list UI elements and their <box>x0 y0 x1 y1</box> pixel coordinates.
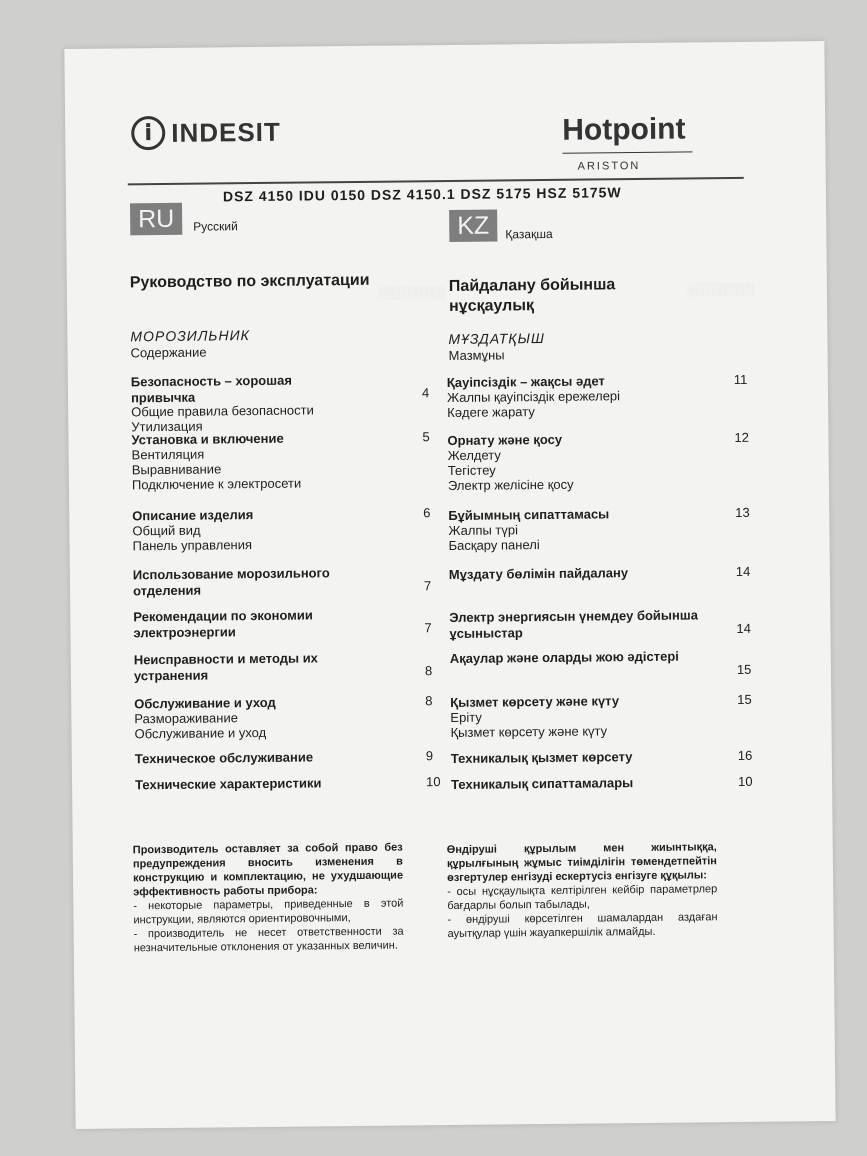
kz-toc-entry-title: Қауіпсіздік – жақсы әдет <box>446 373 605 391</box>
ru-toc-page-number: 8 <box>424 663 433 679</box>
kz-toc-subentry: Қызмет көрсету және күту <box>450 723 608 741</box>
hotpoint-logo: Hotpoint <box>562 112 686 147</box>
logo-divider <box>562 151 692 153</box>
ru-toc-page-number: 7 <box>423 578 432 594</box>
ru-manual-title: Руководство по эксплуатации <box>129 271 370 292</box>
ru-language-badge: RU <box>130 203 182 236</box>
kz-toc-page-number: 11 <box>733 371 748 388</box>
ru-manufacturer-note <box>133 841 404 956</box>
ru-toc-subentry: Обслуживание и уход <box>134 724 267 742</box>
kz-toc-entry-title: Бұйымның сипаттамасы <box>448 506 610 524</box>
kz-language-badge: KZ <box>449 209 497 242</box>
ru-note-item: - некоторые параметры, приведенные в этой инструкции, являются ориентировочными, <box>133 897 404 927</box>
kz-contents-label: Мазмұны <box>448 347 505 364</box>
ru-toc-entry-title: Описание изделия <box>132 507 254 524</box>
indesit-wordmark: INDESIT <box>171 116 281 148</box>
ru-toc-page-number: 7 <box>424 620 432 636</box>
ru-toc-entry-title: Техническое обслуживание <box>134 749 314 767</box>
ru-toc-page-number: 9 <box>425 748 434 764</box>
ru-toc-entry-title: Технические характеристики <box>134 775 322 793</box>
indesit-emblem-icon <box>131 116 165 150</box>
kz-note-item: - осы нұсқаулықта келтірілген кейбір параметрлер бағдарлы болып табылады, <box>447 883 718 913</box>
ru-toc-page-number: 8 <box>425 693 433 709</box>
kz-toc-page-number: 15 <box>737 691 752 707</box>
ru-toc-subentry: Панель управления <box>132 537 253 554</box>
kz-toc-entry-title: Орнату және қосу <box>447 431 563 449</box>
ru-toc-entry-title: Использование морозильного отделения <box>132 565 330 599</box>
ru-toc-subentry: Утилизация <box>131 418 203 435</box>
kz-manufacturer-note <box>447 840 718 941</box>
kz-toc-subentry: Еріту <box>450 709 482 726</box>
bleed-through-text: ░░░░░░░░ <box>686 281 756 297</box>
ru-toc-subentry: Общие правила безопасности <box>131 402 314 420</box>
kz-toc-entry-title: Техникалық қызмет көрсету <box>450 749 633 767</box>
bleed-through-text: ░░░░░░░░ <box>376 285 446 300</box>
kz-toc-subentry: Тегістеу <box>447 462 496 479</box>
ru-toc-entry-title: Обслуживание и уход <box>134 694 276 712</box>
ru-toc-entry-title: Безопасность – хорошая привычка <box>130 372 292 406</box>
kz-note-item: - өндіруші көрсетілген шамалардан аздаған ауытқулар үшін жауапкершілік алмайды. <box>447 911 718 941</box>
kz-toc-entry-title: Техникалық сипаттамалары <box>451 775 634 792</box>
kz-toc-subentry: Басқару панелі <box>448 537 540 554</box>
ru-toc-page-number: 10 <box>425 774 441 790</box>
kz-toc-subentry: Электр желісіне қосу <box>447 476 574 494</box>
kz-language-name: Қазақша <box>505 226 553 242</box>
ru-toc-subentry: Подключение к электросети <box>131 475 302 493</box>
kz-manual-title: Пайдалану бойынша нұсқаулық <box>448 276 616 315</box>
ru-toc-entry-title: Рекомендации по экономии электроэнергии <box>133 607 313 641</box>
ru-note-item: - производитель не несет ответственности за незначительные отклонения от указанных величин. <box>133 925 404 955</box>
indesit-logo <box>131 115 281 151</box>
ru-toc-page-number: 5 <box>422 429 430 445</box>
kz-toc-page-number: 16 <box>737 747 753 763</box>
model-list: DSZ 4150 IDU 0150 DSZ 4150.1 DSZ 5175 HSZ 5175W <box>222 184 622 205</box>
ru-toc-entry-title: Установка и включение <box>131 430 284 448</box>
kz-toc-entry-title: Электр энергиясын үнемдеу бойынша ұсыныстар <box>449 607 698 642</box>
kz-toc-page-number: 10 <box>737 773 753 789</box>
manual-page <box>64 41 835 1129</box>
kz-toc-page-number: 15 <box>736 661 752 677</box>
kz-toc-subentry: Жалпы түрі <box>448 522 519 539</box>
ru-toc-subentry: Общий вид <box>132 522 201 539</box>
ru-toc-entry-title: Неисправности и методы их устранения <box>133 650 318 684</box>
kz-toc-subentry: Жалпы қауіпсіздік ережелері <box>446 388 621 406</box>
kz-toc-subentry: Кәдеге жарату <box>447 404 535 421</box>
header-rule <box>128 177 744 185</box>
kz-toc-page-number: 14 <box>735 563 751 580</box>
kz-note-heading: Өндіруші құрылым мен жиынтыққа, құрылғының жұмыс тиімділігін төмендетпейтін өзгертулер енгізуді ескертусіз енгізуге құқылы: <box>446 841 717 885</box>
kz-toc-entry-title: Қызмет көрсету және күту <box>450 693 620 711</box>
ru-language-name: Русский <box>193 219 238 234</box>
ru-toc-subentry: Вентиляция <box>131 446 205 463</box>
ru-contents-label: Содержание <box>130 344 207 361</box>
ru-section-title: МОРОЗИЛЬНИК <box>130 327 250 345</box>
ru-note-heading: Производитель оставляет за собой право без предупреждения вносить изменения в конструкцию и комплектацию, не ухудшающие эффективность работы прибора: <box>132 841 404 899</box>
kz-toc-page-number: 13 <box>735 504 750 521</box>
kz-toc-page-number: 12 <box>734 429 750 446</box>
ru-toc-page-number: 4 <box>421 385 430 401</box>
ru-toc-subentry: Выравнивание <box>131 461 222 478</box>
ru-toc-subentry: Размораживание <box>134 710 238 727</box>
ariston-logo: ARISTON <box>577 159 641 173</box>
ru-toc-page-number: 6 <box>423 505 431 521</box>
kz-section-title: МҰЗДАТҚЫШ <box>448 329 545 348</box>
kz-toc-entry-title: Ақаулар және оларды жою әдістері <box>449 648 679 667</box>
kz-toc-page-number: 14 <box>736 620 752 637</box>
kz-toc-entry-title: Мұздату бөлімін пайдалану <box>448 565 629 583</box>
kz-toc-subentry: Желдету <box>447 447 501 464</box>
